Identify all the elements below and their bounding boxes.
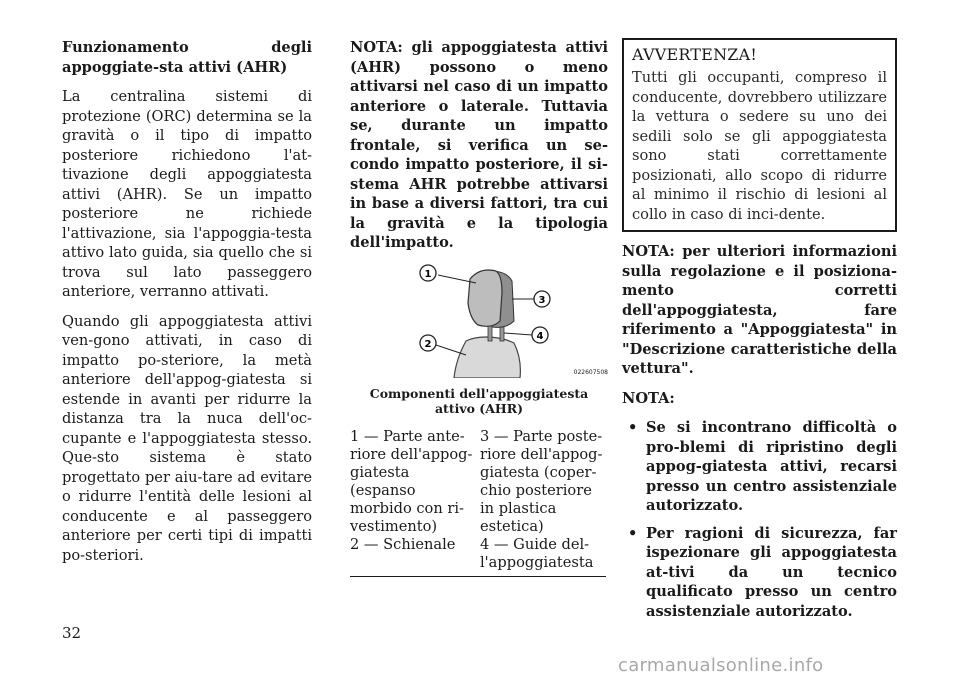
nota-bullet-list <box>622 418 897 621</box>
paragraph-orc: La centralina sistemi di protezione (ORC) determina se la gravità o il tipo di impatto posteriore richiedono l'at-tivazione degli appoggiatesta attivi (AHR). Se un impatto posteriore ne richiede l'attivazione, sia l'appoggia-testa attivo lato guida, sia quello che si trova sul lato passeggero anteriore, verranno attivati. <box>62 88 312 300</box>
warning-text: Tutti gli occupanti, compreso il conducente, dovrebbero utilizzare la vettura o sedere su uno dei sedili solo se gli appoggiatesta sono stati correttamente posizionati, allo scopo di ridurre al minimo il rischio di lesioni al collo in caso di inci-dente. <box>632 69 887 223</box>
callout-4-label: 4 <box>536 330 544 342</box>
legend-item-1: 1 — Parte ante-riore dell'appog-giatesta (espanso morbido con ri-vestimento) <box>350 427 473 535</box>
bullet-item: • Per ragioni di sicurezza, far ispezionare gli appoggiatesta at-tivi da un tecnico qualificato presso un centro assistenziale autorizzato. <box>628 524 897 620</box>
nota-ahr: NOTA: gli appoggiatesta attivi (AHR) possono o meno attivarsi nel caso di un impatto anteriore o laterale. Tuttavia se, durante un impatto frontale, si verifica un se-condo impatto posteriore, il si-stema AHR potrebbe attivarsi in base a diversi fattori, tra cui la gravità e la tipologia dell'impatto. <box>350 39 608 251</box>
watermark-link[interactable]: carmanualsonline.info <box>618 655 824 676</box>
nota-regolazione: NOTA: per ulteriori informazioni sulla regolazione e il posiziona-mento corretti dell'appoggiatesta, fare riferimento a "Appoggiatesta" in "Descrizione caratteristiche della vettura". <box>622 243 897 377</box>
legend-divider <box>350 576 606 577</box>
callout-4 <box>532 327 548 343</box>
figure-code: 022607508 <box>573 368 608 376</box>
callout-1-label: 1 <box>424 268 432 280</box>
warning-title: AVVERTENZA! <box>632 45 757 64</box>
bullet-item: • Se si incontrano difficoltà o pro-blemi di ripristino degli appog-giatesta attivi, recarsi presso un centro assistenziale autorizzato. <box>628 419 897 514</box>
callout-3 <box>534 291 550 307</box>
legend-item-3: 3 — Parte poste-riore dell'appog-giatesta (coper-chio posteriore in plastica estetica) <box>480 427 603 535</box>
callout-3-label: 3 <box>538 294 546 306</box>
legend-item-2: 2 — Schienale <box>350 535 456 553</box>
ahr-headrest-figure <box>408 263 608 378</box>
figure-caption: Componenti dell'appoggiatesta attivo (AHR) <box>369 385 589 416</box>
warning-box <box>622 38 897 232</box>
legend-item-4: 4 — Guide del-l'appoggiatesta <box>480 535 594 571</box>
figure-legend <box>350 428 608 572</box>
section-heading: Funzionamento degli appoggiate-sta attivi (AHR) <box>62 39 312 76</box>
headrest-illustration <box>408 263 608 378</box>
right-column <box>622 38 897 629</box>
paragraph-activation: Quando gli appoggiatesta attivi ven-gono attivati, in caso di impatto po-steriore, la metà anteriore dell'appog-giatesta si estende in avanti per ridurre la distanza tra la nuca dell'oc-cupante e l'appoggiatesta stesso. Que-sto sistema è stato progettato per aiu-tare ad evitare o ridurre l'entità delle lesioni al conducente e al passeggero anteriore per certi tipi di impatti po-steriori. <box>62 312 312 564</box>
front-cushion-shape <box>468 270 502 326</box>
left-column <box>62 38 312 575</box>
callout-2-label: 2 <box>424 338 432 350</box>
callout-1 <box>420 265 436 281</box>
nota-label: NOTA: <box>622 389 675 407</box>
seatback-shape <box>454 337 520 378</box>
callout-2 <box>420 335 436 351</box>
middle-column <box>350 38 608 577</box>
page-number: 32 <box>62 624 82 642</box>
